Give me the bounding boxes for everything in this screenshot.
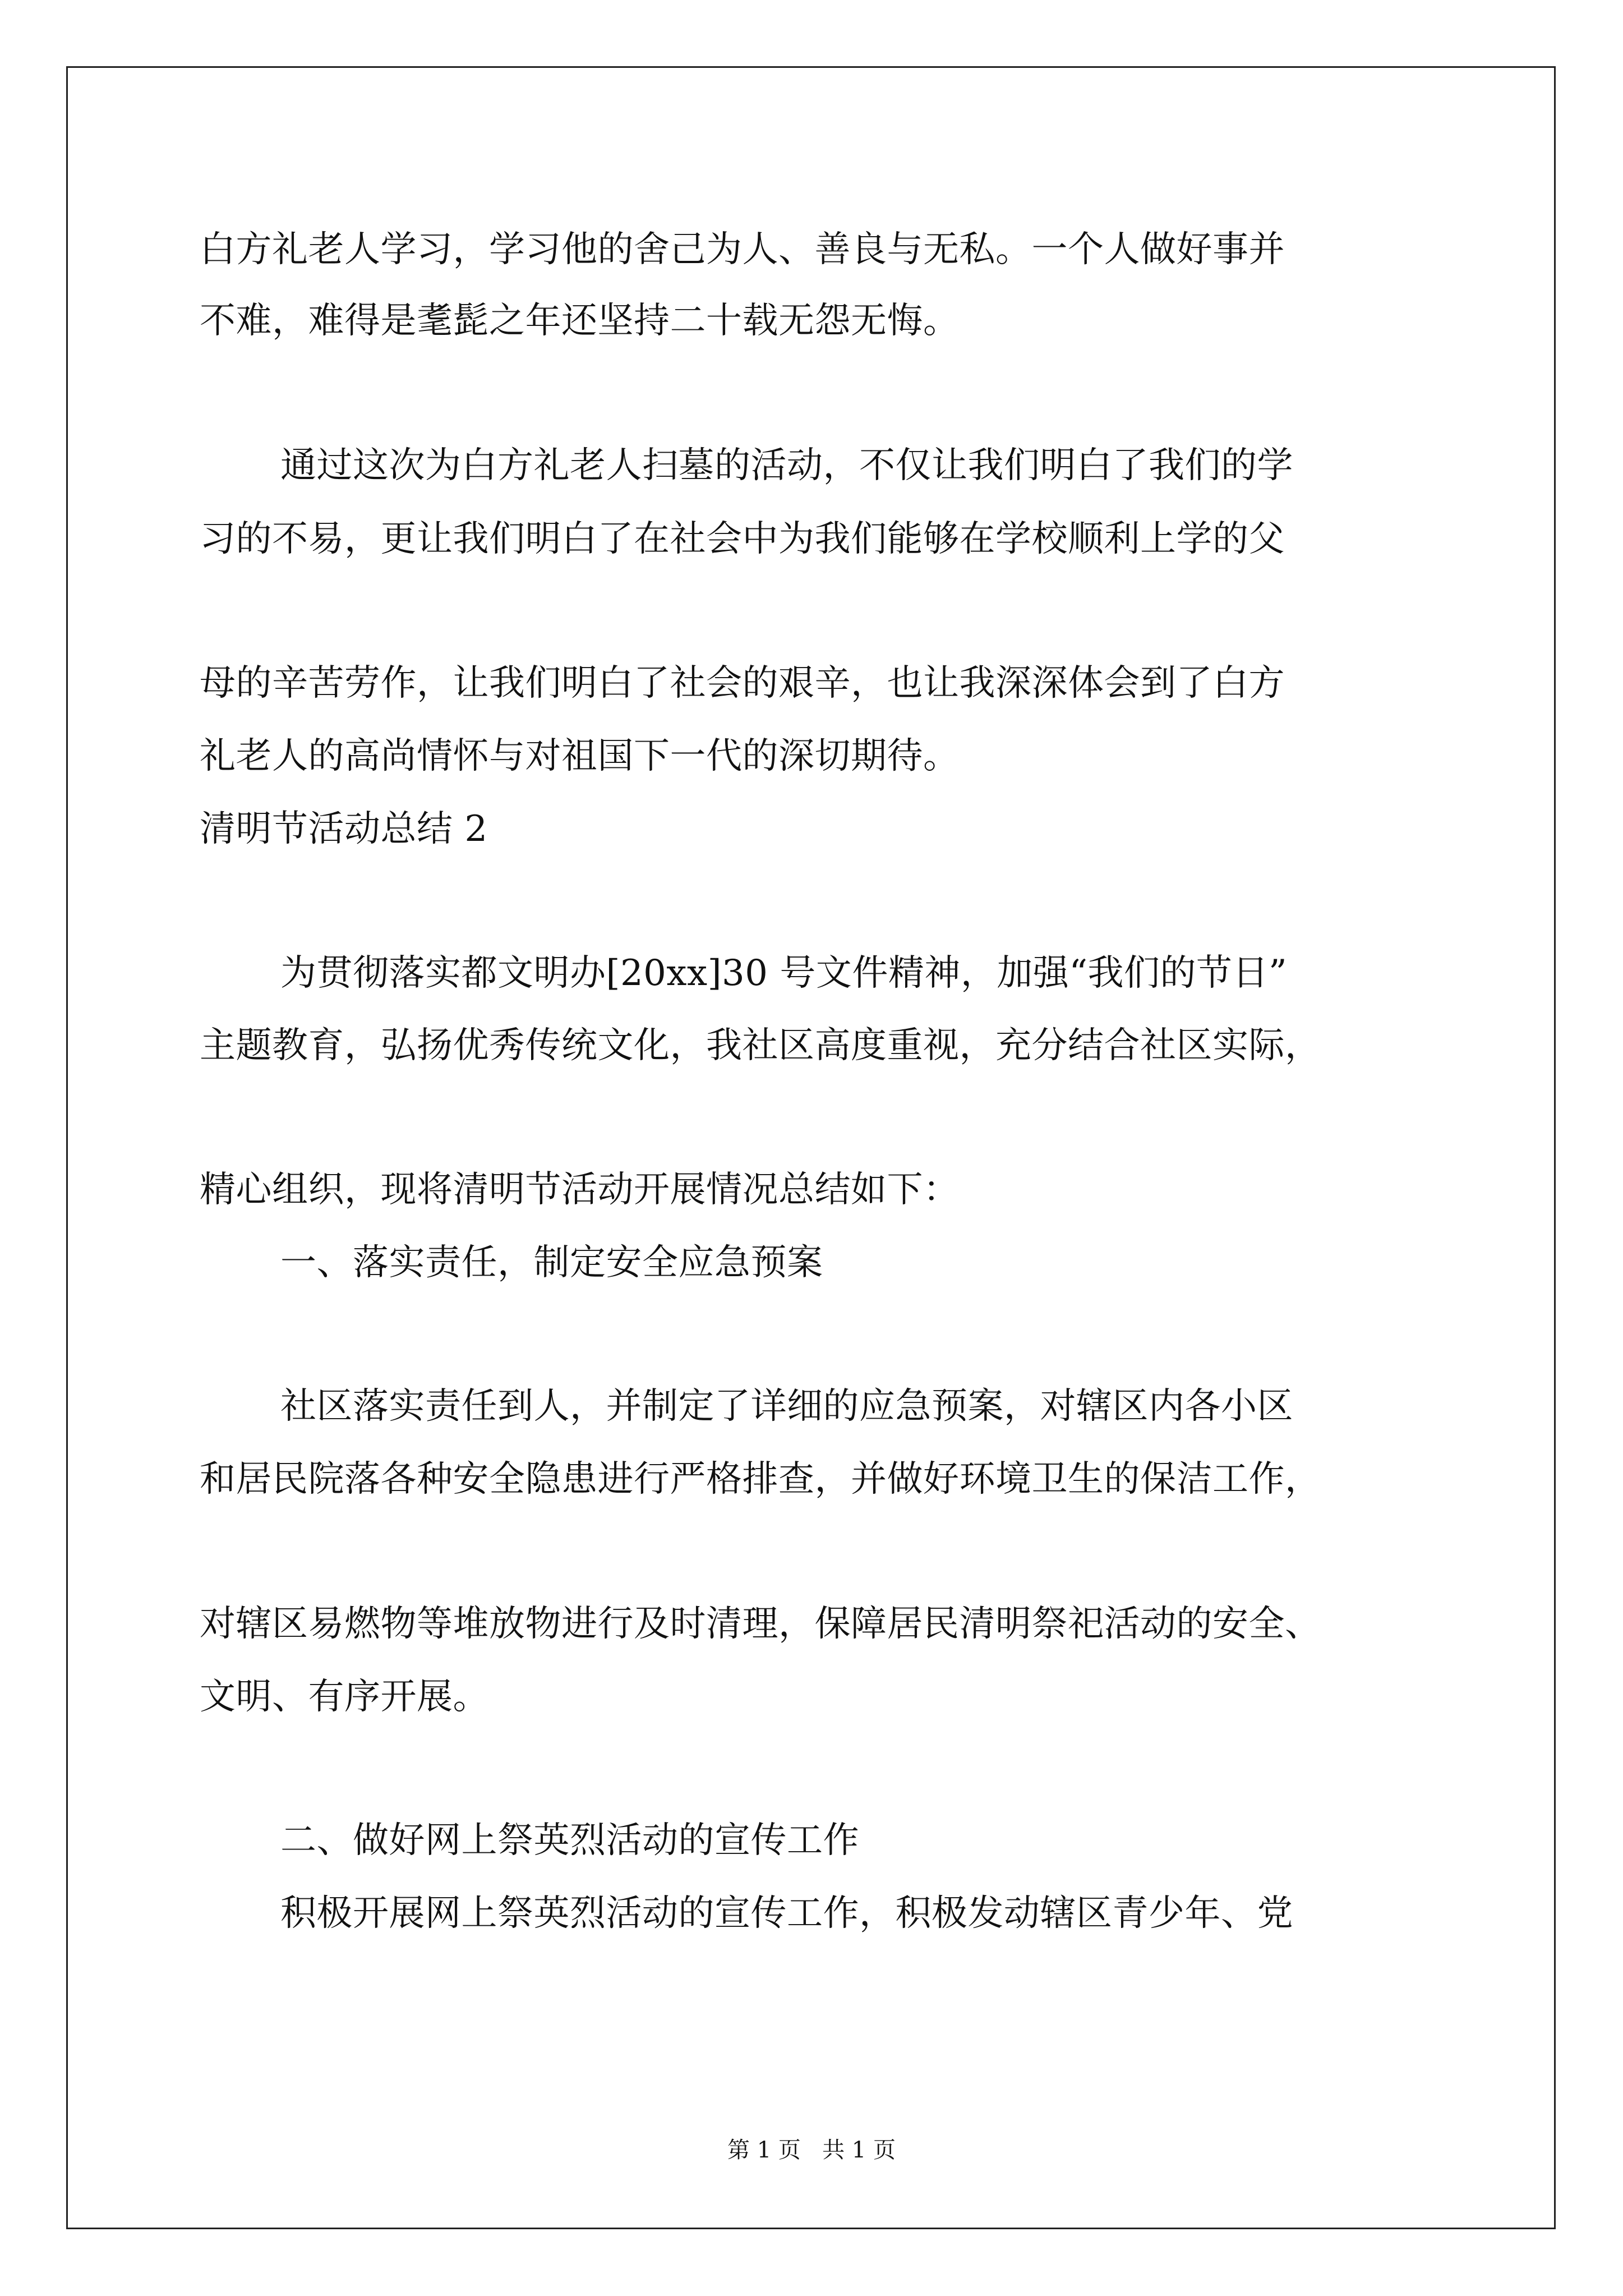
body-line: 积极开展网上祭英烈活动的宣传工作，积极发动辖区青少年、党 bbox=[280, 1893, 1293, 1934]
subsection-heading: 二、做好网上祭英烈活动的宣传工作 bbox=[280, 1820, 859, 1861]
body-line: 礼老人的高尚情怀与对祖国下一代的深切期待。 bbox=[200, 735, 960, 777]
body-line: 文明、有序开展。 bbox=[200, 1676, 489, 1718]
body-line: 主题教育，弘扬优秀传统文化，我社区高度重视，充分结合社区实际， bbox=[200, 1025, 1321, 1066]
body-line: 为贯彻落实都文明办[20xx]30 号文件精神，加强“我们的节日” bbox=[280, 953, 1288, 994]
subsection-heading: 一、落实责任，制定安全应急预案 bbox=[280, 1242, 823, 1283]
body-line: 白方礼老人学习，学习他的舍己为人、善良与无私。一个人做好事并 bbox=[200, 229, 1285, 270]
body-line: 习的不易，更让我们明白了在社会中为我们能够在学校顺利上学的父 bbox=[200, 518, 1285, 560]
body-line: 通过这次为白方礼老人扫墓的活动，不仅让我们明白了我们的学 bbox=[280, 445, 1293, 486]
body-line: 精心组织，现将清明节活动开展情况总结如下： bbox=[200, 1169, 960, 1211]
section-heading: 清明节活动总结 2 bbox=[200, 808, 488, 850]
body-line: 社区落实责任到人，并制定了详细的应急预案，对辖区内各小区 bbox=[280, 1386, 1293, 1427]
body-line: 和居民院落各种安全隐患进行严格排查，并做好环境卫生的保洁工作， bbox=[200, 1458, 1321, 1500]
page-footer: 第 1 页 共 1 页 bbox=[727, 2137, 896, 2163]
body-line: 不难，难得是耄髭之年还坚持二十载无怨无悔。 bbox=[200, 300, 960, 342]
body-line: 母的辛苦劳作，让我们明白了社会的艰辛，也让我深深体会到了白方 bbox=[200, 662, 1285, 704]
body-line: 对辖区易燃物等堆放物进行及时清理，保障居民清明祭祀活动的安全、 bbox=[200, 1603, 1321, 1645]
